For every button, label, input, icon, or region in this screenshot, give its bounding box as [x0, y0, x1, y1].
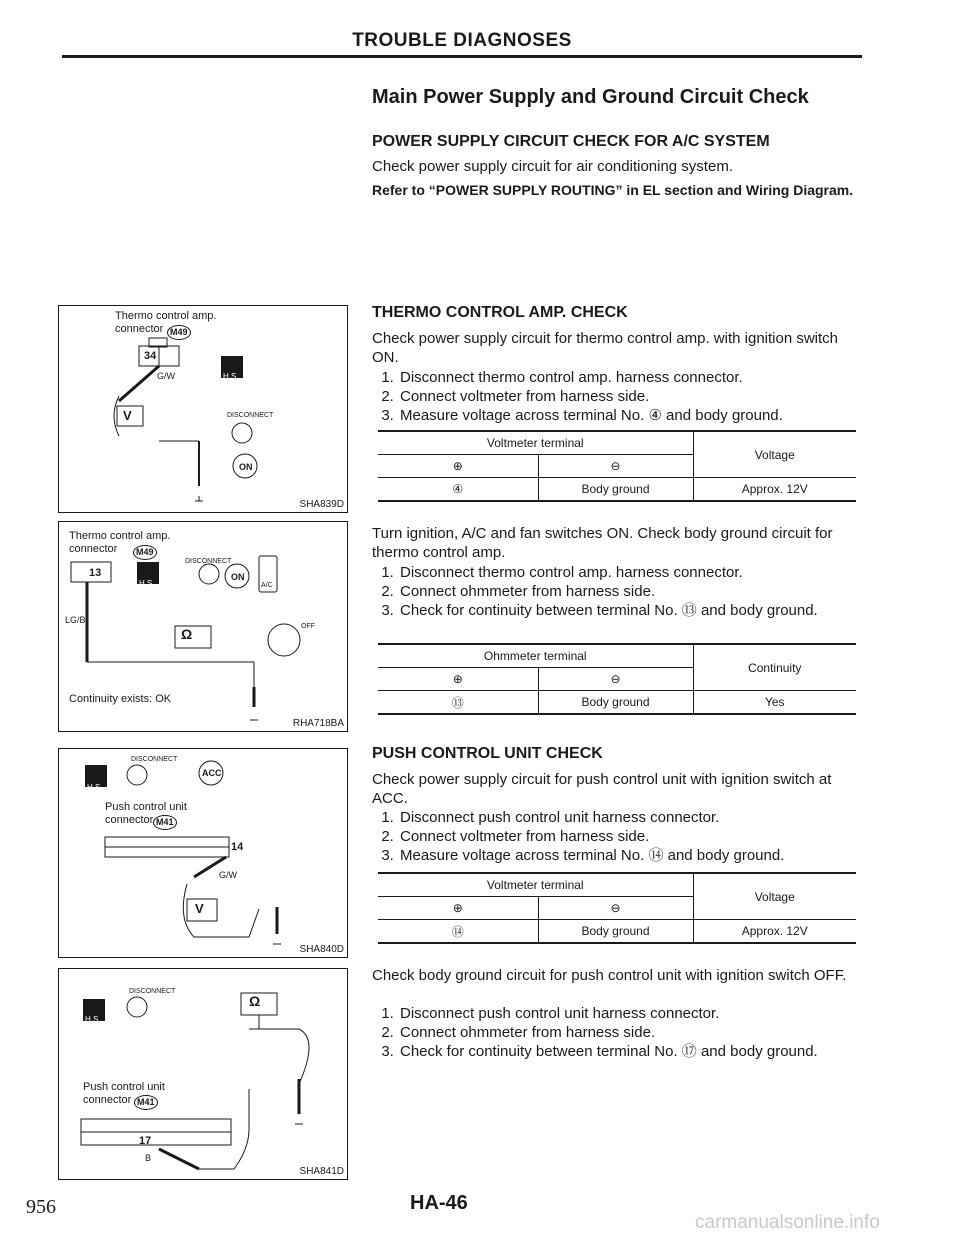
- header-rule: [62, 55, 862, 58]
- push-text2: Check body ground circuit for push control unit with ignition switch OFF.: [372, 967, 847, 984]
- connector-badge: M49: [167, 325, 191, 340]
- table-header: Voltmeter terminal: [378, 431, 693, 455]
- figure-label: Thermo control amp. connector: [69, 530, 171, 555]
- push-text: Check power supply circuit for push control unit with ignition switch at ACC.: [372, 771, 832, 807]
- thermo-continuity-table: [378, 643, 856, 715]
- table-sub: ⊖: [538, 668, 693, 691]
- thermo-step: 1. Disconnect thermo control amp. harness connector.: [398, 563, 886, 582]
- wire-color: B: [145, 1153, 152, 1163]
- pin-number: 34: [144, 350, 157, 362]
- main-title: Main Power Supply and Ground Circuit Check: [372, 86, 809, 108]
- power-text: Check power supply circuit for air conditioning system.: [372, 158, 733, 175]
- hs-label: H.S.: [223, 372, 239, 381]
- wiring-diagram: [59, 306, 347, 512]
- thermo-steps: [372, 368, 886, 425]
- page-footer: HA-46: [410, 1192, 468, 1214]
- thermo-voltage-table: [378, 430, 856, 502]
- figure-code: SHA841D: [299, 1166, 344, 1177]
- thermo-step: 2. Connect voltmeter from harness side.: [398, 387, 886, 406]
- figure-thermo-voltage: [58, 305, 348, 513]
- figure-thermo-continuity: [58, 521, 348, 732]
- thermo-step: 3. Check for continuity between terminal No. ⑬ and body ground.: [398, 601, 886, 620]
- hs-label: H.S.: [87, 783, 103, 792]
- table-header: Continuity: [693, 644, 856, 691]
- page-number: 956: [26, 1196, 56, 1218]
- connector-badge: M41: [153, 815, 177, 830]
- off-label: OFF: [301, 623, 315, 630]
- table-sub: ⊕: [378, 455, 538, 478]
- push-voltage-table: [378, 872, 856, 944]
- thermo-text2: Turn ignition, A/C and fan switches ON. Check body ground circuit for thermo control amp.: [372, 525, 833, 561]
- thermo-step: 3. Measure voltage across terminal No. ④ and body ground.: [398, 406, 886, 425]
- continuity-note: Continuity exists: OK: [69, 693, 172, 705]
- table-cell: Body ground: [538, 691, 693, 715]
- connector-id: [133, 545, 157, 560]
- push-steps2: [372, 1004, 886, 1061]
- push-step: 2. Connect voltmeter from harness side.: [398, 827, 886, 846]
- push-step: 1. Disconnect push control unit harness connector.: [398, 1004, 886, 1023]
- wire-color: LG/B: [65, 615, 86, 625]
- table-cell: Body ground: [538, 920, 693, 944]
- power-ref: Refer to “POWER SUPPLY ROUTING” in EL section and Wiring Diagram.: [372, 182, 854, 198]
- hs-label: H.S.: [139, 579, 155, 588]
- thermo-text: Check power supply circuit for thermo control amp. with ignition switch ON.: [372, 330, 839, 366]
- table-sub: ⊖: [538, 897, 693, 920]
- table-header: Voltage: [693, 431, 856, 478]
- figure-label: Push control unit connector: [83, 1081, 165, 1106]
- table-cell: Approx. 12V: [693, 478, 856, 502]
- table-sub: ⊕: [378, 668, 538, 691]
- table-sub: ⊖: [538, 455, 693, 478]
- table-cell: ⑬: [378, 691, 538, 715]
- table-header: Ohmmeter terminal: [378, 644, 693, 668]
- figure-code: SHA839D: [299, 499, 344, 510]
- pin-number: 14: [231, 841, 244, 853]
- disconnect-label: DISCONNECT: [129, 988, 176, 995]
- thermo-step: 2. Connect ohmmeter from harness side.: [398, 582, 886, 601]
- table-cell: Approx. 12V: [693, 920, 856, 944]
- table-cell: Body ground: [538, 478, 693, 502]
- figure-code: RHA718BA: [292, 718, 344, 729]
- thermo-step: 1. Disconnect thermo control amp. harness connector.: [398, 368, 886, 387]
- figure-push-continuity: [58, 968, 348, 1180]
- switch-label: ON: [239, 462, 253, 472]
- hs-label: H.S.: [85, 1015, 101, 1024]
- wire-color: G/W: [219, 870, 237, 880]
- connector-badge: M41: [134, 1095, 158, 1110]
- push-step: 2. Connect ohmmeter from harness side.: [398, 1023, 886, 1042]
- disconnect-label: DISCONNECT: [227, 412, 274, 419]
- meter-symbol: Ω: [181, 626, 193, 642]
- table-cell: ④: [378, 478, 538, 502]
- wiring-diagram: [59, 969, 347, 1179]
- pin-number: 13: [89, 567, 102, 579]
- switch-label: ON: [231, 572, 245, 582]
- thermo-steps2: [372, 563, 886, 620]
- disconnect-label: DISCONNECT: [185, 558, 232, 565]
- switch-label: ACC: [202, 768, 222, 778]
- figure-code: SHA840D: [299, 944, 344, 955]
- connector-badge: M49: [133, 545, 157, 560]
- meter-symbol: V: [195, 901, 204, 916]
- push-steps: [372, 808, 886, 865]
- thermo-heading: THERMO CONTROL AMP. CHECK: [372, 304, 628, 321]
- watermark: carmanualsonline.info: [695, 1212, 880, 1233]
- meter-symbol: Ω: [249, 993, 261, 1009]
- wire-color: G/W: [157, 371, 175, 381]
- push-step: 3. Check for continuity between terminal No. ⑰ and body ground.: [398, 1042, 886, 1061]
- meter-symbol: V: [123, 408, 132, 423]
- figure-push-voltage: [58, 748, 348, 958]
- push-heading: PUSH CONTROL UNIT CHECK: [372, 745, 603, 762]
- table-sub: ⊕: [378, 897, 538, 920]
- push-step: 1. Disconnect push control unit harness connector.: [398, 808, 886, 827]
- pin-number: 17: [139, 1135, 152, 1147]
- table-cell: Yes: [693, 691, 856, 715]
- ac-label: A/C: [261, 582, 273, 589]
- disconnect-label: DISCONNECT: [131, 756, 178, 763]
- connector-id: [134, 1095, 158, 1110]
- table-header: Voltmeter terminal: [378, 873, 693, 897]
- connector-id: [167, 325, 191, 340]
- table-header: Voltage: [693, 873, 856, 920]
- push-step: 3. Measure voltage across terminal No. ⑭ and body ground.: [398, 846, 886, 865]
- figure-label: Thermo control amp. connector: [115, 310, 217, 335]
- table-cell: ⑭: [378, 920, 538, 944]
- power-heading: POWER SUPPLY CIRCUIT CHECK FOR A/C SYSTEM: [372, 133, 770, 150]
- figure-label: Push control unit connector: [105, 801, 187, 826]
- page-header: TROUBLE DIAGNOSES: [352, 30, 572, 51]
- connector-id: [153, 815, 177, 830]
